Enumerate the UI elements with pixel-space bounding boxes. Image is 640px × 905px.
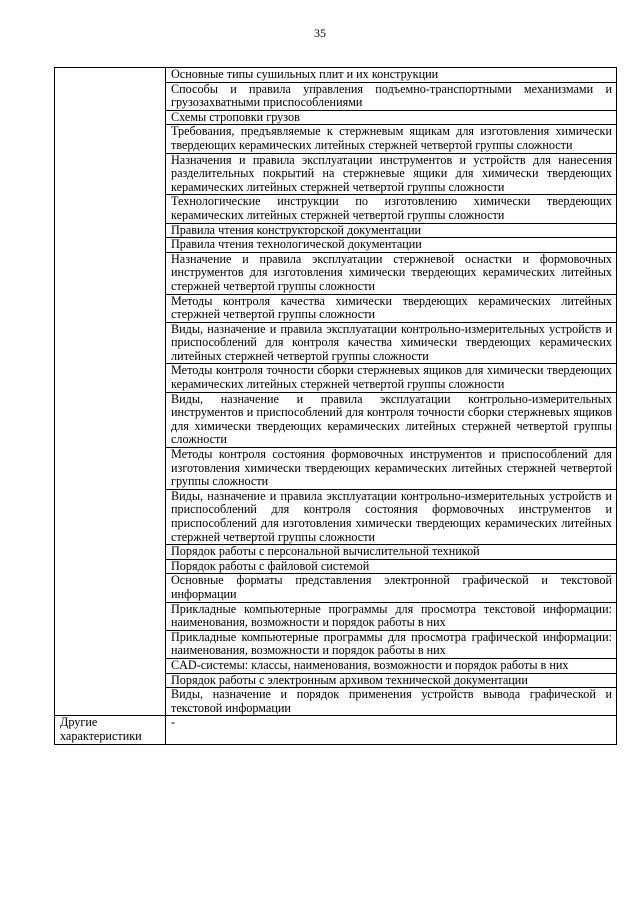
knowledge-item: Порядок работы с файловой системой [166, 559, 617, 574]
knowledge-item: Основные форматы представления электронной графической и текстовой информации [166, 574, 617, 602]
knowledge-item: Прикладные компьютерные программы для просмотра графической информации: наименования, возможности и порядок работы в них [166, 630, 617, 658]
knowledge-item: Порядок работы с электронным архивом технической документации [166, 673, 617, 688]
knowledge-item: Способы и правила управления подъемно-транспортными механизмами и грузозахватными приспособлениями [166, 82, 617, 110]
table-row [55, 68, 617, 83]
page-number: 35 [314, 26, 326, 40]
knowledge-item: Виды, назначение и правила эксплуатации контрольно-измерительных инструментов и приспособлений для контроля точности сборки стержневых ящиков для химически твердеющих керамических литейных стержней четвертой группы сложности [166, 392, 617, 447]
other-characteristics-label: Другие характеристики [55, 716, 166, 744]
other-characteristics-row [55, 716, 617, 744]
knowledge-item: Правила чтения технологической документации [166, 238, 617, 253]
knowledge-item: Виды, назначение и порядок применения устройств вывода графической и текстовой информации [166, 688, 617, 716]
other-characteristics-value: - [166, 716, 617, 744]
knowledge-item: Прикладные компьютерные программы для просмотра текстовой информации: наименования, возможности и порядок работы в них [166, 602, 617, 630]
knowledge-item: Методы контроля состояния формовочных инструментов и приспособлений для изготовления химически твердеющих керамических литейных стержней четвертой группы сложности [166, 448, 617, 490]
requirements-table [54, 67, 617, 745]
knowledge-item: Правила чтения конструкторской документации [166, 223, 617, 238]
knowledge-item: Виды, назначение и правила эксплуатации контрольно-измерительных устройств и приспособлений для контроля состояния формовочных инструментов и приспособлений для изготовления химически твердеющих керамических литейных стержней четвертой группы сложности [166, 489, 617, 544]
knowledge-item: Назначение и правила эксплуатации стержневой оснастки и формовочных инструментов для изготовления химически твердеющих керамических литейных стержней четвертой группы сложности [166, 252, 617, 294]
knowledge-item: Основные типы сушильных плит и их конструкции [166, 68, 617, 83]
knowledge-item: Требования, предъявляемые к стержневым ящикам для изготовления химически твердеющих керамических литейных стержней четвертой группы сложности [166, 125, 617, 153]
knowledge-item: Методы контроля качества химически твердеющих керамических литейных стержней четвертой группы сложности [166, 294, 617, 322]
knowledge-item: Технологические инструкции по изготовлению химически твердеющих керамических литейных стержней четвертой группы сложности [166, 195, 617, 223]
knowledge-item: Виды, назначение и правила эксплуатации контрольно-измерительных устройств и приспособлений для контроля качества химически твердеющих керамических литейных стержней четвертой группы сложности [166, 322, 617, 364]
knowledge-item: Порядок работы с персональной вычислительной техникой [166, 545, 617, 560]
knowledge-item: Назначения и правила эксплуатации инструментов и устройств для нанесения разделительных покрытий на стержневые ящики для химически твердеющих керамических литейных стержней четвертой группы сложности [166, 153, 617, 195]
knowledge-item: Схемы строповки грузов [166, 110, 617, 125]
knowledge-item: CAD-системы: классы, наименования, возможности и порядок работы в них [166, 658, 617, 673]
left-column-empty-cell [55, 68, 166, 716]
knowledge-item: Методы контроля точности сборки стержневых ящиков для химически твердеющих керамических литейных стержней четвертой группы сложности [166, 364, 617, 392]
